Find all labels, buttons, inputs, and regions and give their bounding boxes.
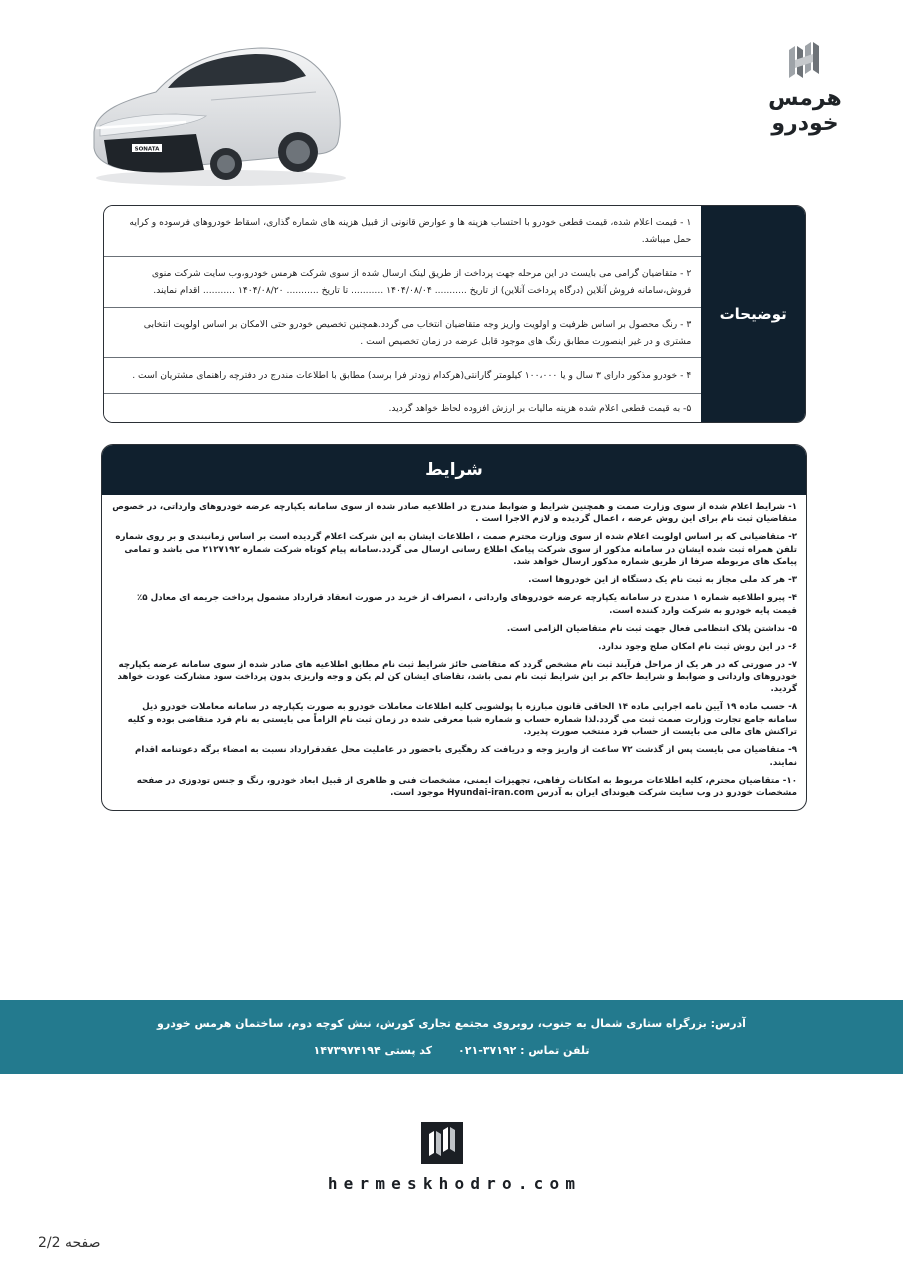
condition-item: ۵- نداشتن پلاک انتظامی فعال جهت ثبت نام متقاضیان الزامی است. bbox=[506, 623, 797, 634]
conditions-list bbox=[102, 495, 806, 799]
note-item: ۴ - خودرو مذکور دارای ۳ سال و یا ۱۰۰،۰۰۰ کیلومتر گارانتی(هرکدام زودتر فرا برسد) مطابق با اطلاعات مندرج در دفترچه راهنمای مشتریان است . bbox=[104, 358, 701, 394]
condition-item: ۱- شرایط اعلام شده از سوی وزارت صمت و همچنین شرایط و ضوابط مندرج در اطلاعیه صادر شده از سوی سامانه یکپارچه عرضه خودروهای وارداتی، در خصوص متقاضیان ثبت نام برای این روش عرضه ، اعمال گردیده و لازم الاجرا است . bbox=[112, 502, 797, 525]
car-badge: SONATA bbox=[134, 146, 160, 153]
condition-item: ۹- متقاضیان می بایست پس از گذشت ۷۲ ساعت از واریز وجه و دریافت کد رهگیری باحضور در عاملیت محل عقدقرارداد نسبت به امضاء برگه دعوتنامه اقدام نمایند. bbox=[134, 745, 797, 768]
notes-list bbox=[104, 206, 701, 422]
hermes-logo-icon bbox=[735, 40, 875, 84]
condition-item: ۳- هر کد ملی مجاز به ثبت نام یک دستگاه از این خودروها است. bbox=[528, 575, 797, 586]
brand-logo bbox=[735, 40, 875, 136]
condition-item: ۲- متقاضیانی که بر اساس اولویت اعلام شده از سوی وزارت محترم صمت ، اطلاعات ایشان به این شرکت اعلام گردیده است بر اساس زمانبندی و بر روی شماره تلفن همراه ثبت شده ایشان در سامانه مذکور از سوی شرکت پیامک اطلاع رسانی ارسال می گردد.سامانه پیام کوتاه شرکت شماره ۲۱۲۷۱۹۲ می باشد و تمامی پیامک های مربوطه صرفا از طریق شماره مذکور ارسال خواهد شد. bbox=[115, 532, 797, 568]
footer-logo-icon bbox=[421, 1122, 463, 1164]
condition-item: ۴- پیرو اطلاعیه شماره ۱ مندرج در سامانه یکپارچه عرضه خودروهای وارداتی ، انصراف از خرید در صورت انعقاد قرارداد مشمول پرداخت جریمه ای معادل ۵٪ قیمت پایه خودرو به شرکت وارد کننده است. bbox=[136, 593, 797, 616]
condition-item: ۶- در این روش ثبت نام امکان صلح وجود ندارد. bbox=[598, 641, 797, 652]
condition-item: ۱۰- متقاضیان محترم، کلیه اطلاعات مربوط به امکانات رفاهی، تجهیزات ایمنی، مشخصات فنی و ظاهری از قبیل ابعاد خودرو، رنگ و جنس تودوزی در صفحه مشخصات خودرو در وب سایت شرکت هیوندای ایران به آدرس Hyundai-iran.com موجود است. bbox=[136, 775, 797, 799]
address: آدرس: بزرگراه ستاری شمال به جنوب، روبروی مجتمع تجاری کورش، نبش کوچه دوم، ساختمان هرمس خودرو bbox=[157, 1017, 746, 1030]
notes-box bbox=[103, 205, 806, 423]
postal-code: کد پستی ۱۴۷۳۹۷۴۱۹۴ bbox=[313, 1044, 433, 1057]
note-item: ۲ - متقاضیان گرامی می بایست در این مرحله جهت پرداخت از طریق لینک ارسال شده از سوی شرکت هرمس خودرو،وب سایت شرکت منوی فروش،سامانه فروش آنلاین (درگاه پرداخت آنلاین) از تاریخ ........... ۱۴۰۴/۰۸/۰۴ ........... تا تاریخ ........... ۱۴۰۴/۰۸/۲۰ ........... اقدام نمایند. bbox=[104, 257, 701, 308]
contact-row bbox=[0, 1044, 903, 1057]
note-item: ۳ - رنگ محصول بر اساس ظرفیت و اولویت واریز وجه متقاضیان انتخاب می گردد.همچنین تخصیص خودرو حتی الامکان بر اساس اولویت انتخابی مشتری و در غیر اینصورت مطابق رنگ های موجود قابل عرضه در زمان تخصیص است . bbox=[104, 308, 701, 358]
website-url[interactable]: hermeskhodro.com bbox=[327, 1174, 582, 1193]
notes-title: توضیحات bbox=[719, 305, 787, 323]
condition-item: ۸- حسب ماده ۱۹ آیین نامه اجرایی ماده ۱۴ الحاقی قانون مبارزه با پولشویی کلیه اطلاعات معاملات خودرو به صورت یکپارچه در سامانه معاملات خودرو ذیل سامانه جامع تجارت وزارت صمت ثبت می گردد.لذا شماره حساب و شماره شبا معرفی شده در زمان ثبت نام الزاماً می بایستی به نام فرد متقاضی بوده و کلیه تراکنش های مالی می بایست از حساب فرد منتخب صورت پذیرد. bbox=[127, 702, 797, 738]
conditions-header bbox=[102, 445, 806, 495]
car-image bbox=[86, 40, 348, 190]
phone: تلفن تماس : ۳۷۱۹۲-۰۲۱ bbox=[458, 1044, 590, 1057]
conditions-box bbox=[101, 444, 807, 811]
brand-name: هرمس خودرو bbox=[768, 86, 842, 136]
contact-band bbox=[0, 1000, 903, 1074]
notes-title-panel bbox=[701, 206, 805, 422]
condition-item: ۷- در صورتی که در هر یک از مراحل فرآیند ثبت نام مشخص گردد که متقاضی حائز شرایط ثبت نام مطابق اطلاعیه های صادر شده از سوی سامانه عرضه یکپارچه خودروهای وارداتی و ضوابط و شرایط حاکم بر این شرایط ثبت نام نمی باشد، تقاضای ایشان کن لم یکن و وجه واریزی بدون پرداخت سود مشارکت عودت خواهد گردید. bbox=[117, 659, 797, 695]
page-number: صفحه 2/2 bbox=[38, 1235, 101, 1251]
note-item: ۱ - قیمت اعلام شده، قیمت قطعی خودرو با احتساب هزینه ها و عوارض قانونی از قبیل هزینه های شماره گذاری، اسقاط خودروهای فرسوده و کرایه حمل میباشد. bbox=[104, 206, 701, 257]
conditions-title: شرایط bbox=[425, 460, 483, 480]
note-item: ۵- به قیمت قطعی اعلام شده هزینه مالیات بر ارزش افزوده لحاظ خواهد گردید. bbox=[388, 402, 692, 414]
